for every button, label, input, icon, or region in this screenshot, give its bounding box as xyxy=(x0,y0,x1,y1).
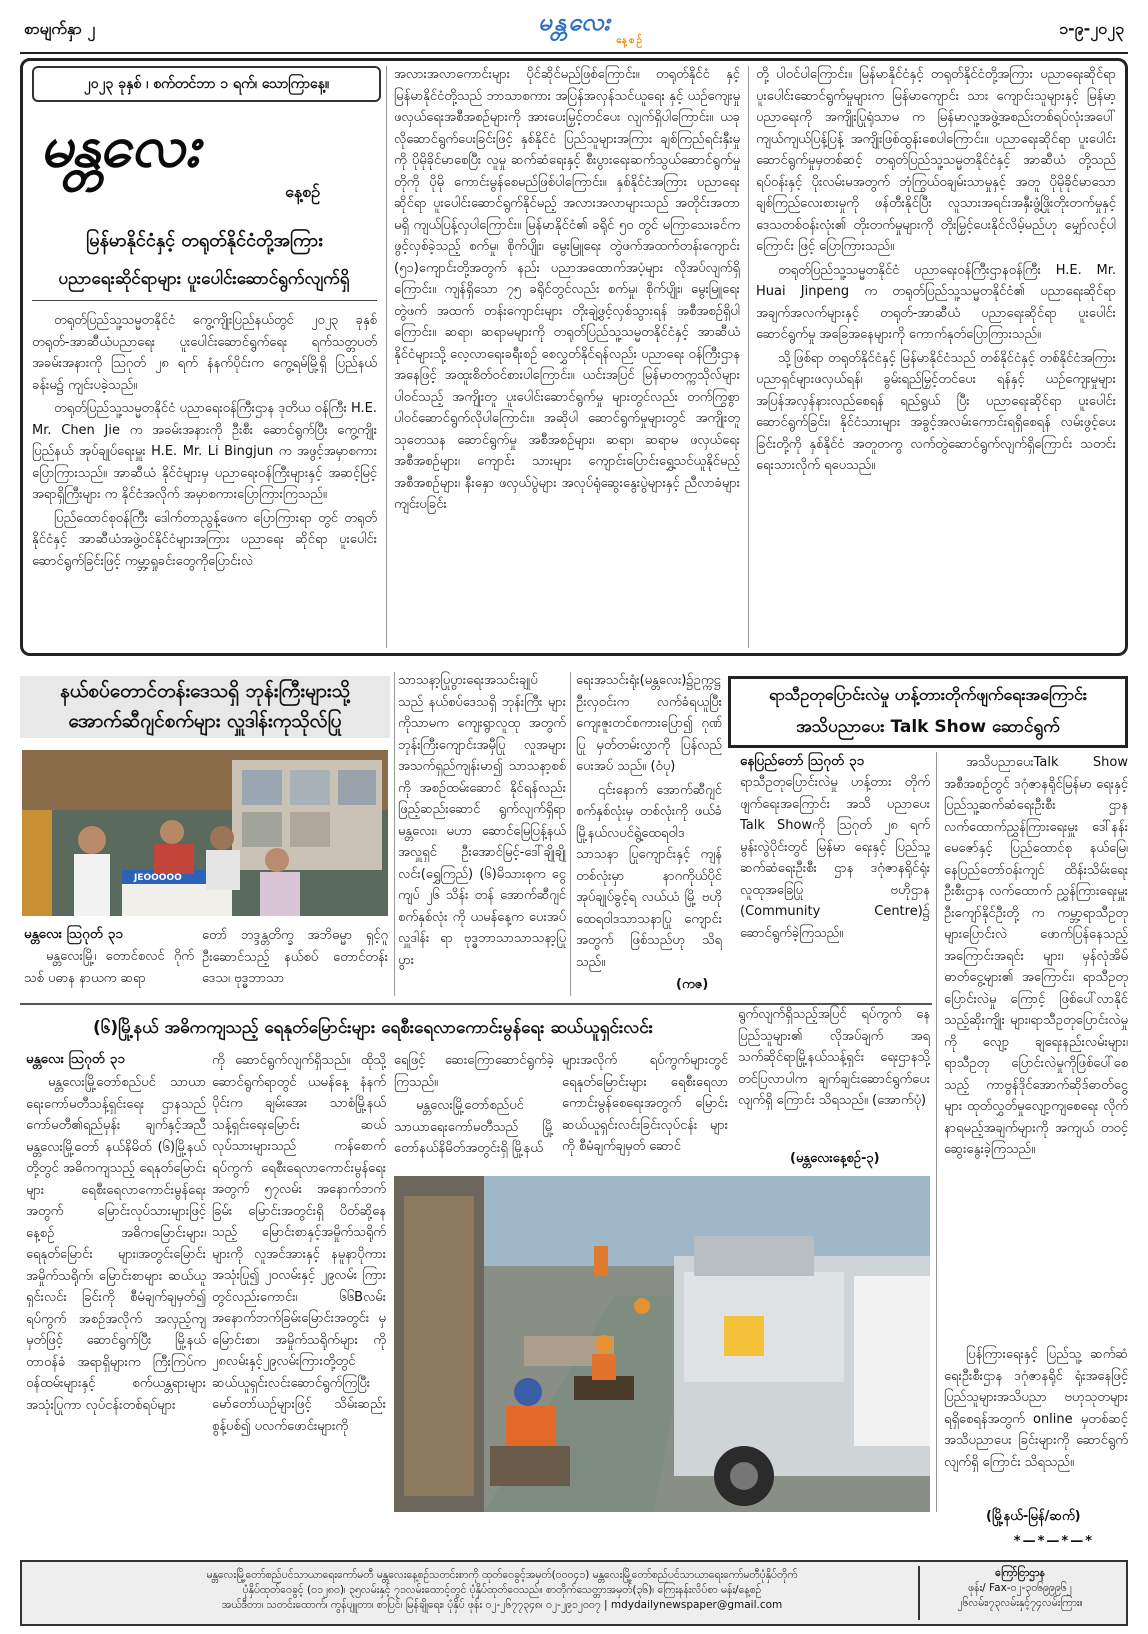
story3-end-stars: *—*—*—* xyxy=(1013,1534,1094,1549)
lead-headline-1: မြန်မာနိုင်ငံနှင့် တရုတ်နိုင်ငံတို့အကြား xyxy=(86,230,323,251)
story2-col-d-text: ရေးအသင်းရုံး(မန္တလေး)၌ဥက္ကဋ္ဌ ဦးလှဝင်းက လက်ခံရယူပြီး ကျေးဇူးတင်စကားပြော၍ ဂုဏ်ပြု မှတ်တမ်းလွှာကို ပြန်လည်ပေးအပ် သည်။ (ဝံပု) xyxy=(576,673,722,774)
story2-col-c-text: သာသနာ့ပြုပွားရေးအသင်းချုပ် သည် နယ်စပ်ဒေသရှိ ဘုန်းကြီး များကိုသာမက ကျေးရွာလူထု အတွက် ဘုန်းကြီးကျောင်းအမှီပြု လူအများ အသက်ရှည်ကျန်းမာ၍ သာသနာ့စစ်ကို အစဉ်ထမ်းဆောင် နိုင်ရန်လည်း ဖြည့်ဆည်းဆောင် ရွက်လျက်ရှိရာ မန္တလေး၊ မဟာ ဆောင်မြေပြန့်နယ် အလှူရှင် ဦးအောင်မြင့်-ဒေါ်ချိုချိုလင်း(ရွှေကြည်) (၆)မိသားစုက ငွေကျပ် ၂၆ သိန်း တန် အောက်ဆီဂျင်စက်နှစ်လုံး ကို ယမန်နေ့က ပေးအပ်လှူဒါန်း ရာ ဗုဒ္ဓဘာသာသာသနာ့ပြုပွား xyxy=(398,673,566,968)
header-rule xyxy=(20,52,1128,54)
story4-column-b xyxy=(212,1050,386,1512)
story4-photo-art xyxy=(394,1176,930,1512)
story2-headline-2: အောက်ဆီဂျင်စက်များ လှူဒါန်းကုသိုလ်ပြု xyxy=(68,710,342,732)
lead-column-2 xyxy=(394,64,740,650)
header-logo-text: မန္တလေး xyxy=(538,7,612,36)
lead-col-divider-2 xyxy=(748,66,749,648)
footer-ad-phone: ဖုန်း/ Fax-၀၂-၃၀၆၉၉၉၆၂ xyxy=(968,1582,1072,1594)
lead-headline-rule xyxy=(32,300,377,301)
story2-photo-box-label: JEOOOOO xyxy=(134,873,182,883)
story4-column-e xyxy=(738,1004,930,1160)
lead-col-divider-1 xyxy=(386,66,387,648)
lead-column-3 xyxy=(756,64,1116,650)
story2-sign: (ကဇ) xyxy=(676,977,709,992)
story2-headline-box xyxy=(20,676,390,738)
page-number: စာမျက်နှာ ၂ xyxy=(24,19,96,38)
lead-col3-para-1: တို့ ပါဝင်ပါကြောင်း။ မြန်မာနိုင်ငံနှင့် တရုတ်နိုင်ငံတို့အကြား ပညာရေးဆိုင်ရာ ပူးပေါင်းဆောင်ရွက်မှုများက မြန်မာကျောင်း သား ကျောင်းသူများနှင့် မြန်မာ့ပညာရေးကို အကျိုးပြုရုံသာမ က မြန်မာလူ့အဖွဲ့အစည်းတစ်ရပ်လုံးအပေါ် ကျယ်ကျယ်ပြန့်ပြန့် အကျိုးဖြစ်ထွန်းစေပါကြောင်း။ ပညာရေးဆိုင်ရာ ပူးပေါင်း ဆောင်ရွက်မှုမှတစ်ဆင့် တရုတ်ပြည်သူ့သမ္မတနိုင်ငံနှင့် အာဆီယံ တို့သည် ရပ်ဝန်းနှင့် ပိုးလမ်းမအတွက် ဘုံကြွယ်ဝချမ်းသာမှုနှင့် အတူ ပိုမိုခိုင်မာသော ချစ်ကြည်လေးစားမှုကို ဖန်တီးနိုင်ပြီး လူသားအရင်းအနှီးဖွံ့ဖြိုးတိုးတက်မှုနှင့် ဒေသတစ်ဝန်းလုံး၏ တိုးတက်မှုများကို တိုးမြှင့်ပေးနိုင်လိမ့်မည်ဟု မျှော်လင့်ပါကြောင်း ဖြင့် ပြောကြားသည်။ xyxy=(756,67,1116,254)
story3-column-c xyxy=(944,1344,1128,1504)
story4-col-c-text: ရေဖြင့် ဆေးကြောဆောင်ရွက်ခဲ့ ကြသည်။ xyxy=(394,1053,554,1090)
story2-byline: မန္တလေး ဩဂုတ် ၃၁ xyxy=(24,926,123,942)
story3-divider xyxy=(936,752,937,1512)
story3-col-c-text: ပြန်ကြားရေးနှင့် ပြည်သူ့ ဆက်ဆံရေးဦးစီးဌာန ဒဂုံဇာနရိုင် ရုံးအနေဖြင့် ပြည်သူများအသိပညာ ဗဟုသုတများရရှိစေရန်အတွက် online မှတစ်ဆင့် အသိပညာပေး ခြင်းများကို ဆောင်ရွက်လျက်ရှိ ကြောင်း သိရသည်။ xyxy=(944,1347,1128,1470)
story3-headline-box xyxy=(728,676,1128,748)
story2-column-c xyxy=(398,670,566,996)
story3-headline-2: အသိပညာပေး Talk Show ဆောင်ရွက် xyxy=(796,717,1060,737)
story2-column-b xyxy=(202,925,388,995)
masthead-title: မန္တလေး xyxy=(40,112,198,180)
story3-sign: (မြို့နယ်-မြန်/ဆက်) xyxy=(986,1509,1081,1524)
lead-col1-para-1: တရုတ်ပြည်သူ့သမ္မတနိုင်ငံ ကွေ့ကျိုးပြည်နယ်တွင် ၂၀၂၃ ခုနှစ် တရုတ်-အာဆီယံပညာရေး ပူးပေါင်းဆောင်ရွက်ရေး ရက်သတ္တပတ် အခမ်းအနားကို ဩဂုတ် ၂၈ ရက် နံနက်ပိုင်းက ကွေ့ရမ်မြို့ရှိ ပြည်နယ်ခန်းမ၌ ကျင်းပခဲ့သည်။ xyxy=(32,313,377,393)
story2-photo-art xyxy=(22,750,388,916)
story4-col-e-text: ရွက်လျက်ရှိသည့်အပြင် ရပ်ကွက် နေ ပြည်သူများ၏ လိုအပ်ချက် အရ သက်ဆိုင်ရာမြို့နယ်သန့်ရှင်း ရေးဌာနသို့ တင်ပြလာပါက ချက်ချင်းဆောင်ရွက်ပေးလျက်ရှိ ကြောင်း သိရသည်။ (အောက်ပုံ) xyxy=(738,1007,930,1108)
footer-ad-title: ကြော်ငြာဌာန xyxy=(995,1567,1045,1579)
footer-line-2: ပုံနှိပ်ထုတ်ဝေခွင့် (၀၁၂၈၀)၊ ၃၅လမ်းနှင့် ၇၁လမ်းထောင့်တွင် ပုံနှိပ်ထုတ်ဝေသည်။ စာတိုက်သေတ္တာအမှတ်(၃၆)၊ ကြေးနန်းလိပ်စာ မန်း/နေ့စဉ် xyxy=(242,1584,762,1596)
lead-column-1 xyxy=(32,310,377,650)
issue-date-pill: ၂၀၂၃ ခုနှစ် ၊ စက်တင်ဘာ ၁ ရက်၊ သောကြာနေ့။ xyxy=(32,66,381,102)
story3-headline-1: ရာသီဥတုပြောင်းလဲမှု ဟန့်တားတိုက်ဖျက်ရေးအကြောင်း xyxy=(769,685,1087,704)
story2-column-a xyxy=(24,946,194,994)
story3-col-a-text: ရာသီဥတုပြောင်းလဲမှု ဟန့်တား တိုက်ဖျက်ရေးအကြောင်း အသိ ပညာပေး Talk Showကို ဩဂုတ် ၂၈ ရက် မွန်းလွဲပိုင်းတွင် မြန်မာ ရေးနှင့် ပြည်သူ့ဆက်ဆံရေးဦးစီး ဌာန ဒဂုံဇာနရိုင်ရုံး လူထုအခြေပြု ဗဟိုဌာန (Community Centre)၌ ဆောင်ရွက်ခဲ့ကြသည်။ xyxy=(740,775,930,941)
lead-col1-para-2: တရုတ်ပြည်သူ့သမ္မတနိုင်ငံ ပညာရေးဝန်ကြီးဌာန ဒုတိယ ဝန်ကြီး H.E. Mr. Chen Jie က အခမ်းအနားကို ဦးစီး ဆောင်ရွက်ပြီး ကွေ့ကျိုးပြည်နယ် အုပ်ချုပ်ရေးမှူး H.E. Mr. Li Bingjun က အဖွင့်အမှာစကား ပြောကြားသည်။ အာဆီယံ နိုင်ငံများမှ ပညာရေးဝန်ကြီးများနှင့် အဆင့်မြင့်အရာရှိကြီးများ က နိုင်ငံအလိုက် အမှာစကားပြောကြားကြသည်။ xyxy=(32,401,377,502)
story2-divider-2 xyxy=(570,672,571,996)
story4-col-d-text: များအလိုက် ရပ်ကွက်များတွင် ရေနုတ်မြောင်းများ ရေစီးရေလာ ကောင်းမွန်စေရေးအတွက် မြောင်း ဆယ်ယူရှင်းလင်းခြင်းလုပ်ငန်း များကို စီမံချက်ချမှတ် ဆောင် xyxy=(562,1053,728,1154)
story3-byline: နေပြည်တော် ဩဂုတ် ၃၁ xyxy=(740,753,865,769)
story4-photo xyxy=(394,1176,930,1512)
story4-column-a xyxy=(26,1072,206,1512)
story2-divider-1 xyxy=(394,672,395,996)
story4-column-d xyxy=(562,1050,728,1168)
story4-column-c xyxy=(394,1050,554,1168)
masthead xyxy=(40,110,340,205)
story4-headline: (၆)မြို့နယ် အဓိကကျသည့် ရေနုတ်မြောင်းများ ရေစီးရေလာကောင်းမွန်ရေး ဆယ်ယူရှင်းလင်း xyxy=(92,1018,653,1038)
story4-byline: မန္တလေး ဩဂုတ် ၃၁ xyxy=(26,1051,125,1067)
story4-sign: (မန္တလေးနေ့စဉ်-၃) xyxy=(790,1151,880,1166)
story2-col-d2-text: ၎င်းနောက် အောက်ဆီဂျင် စက်နှစ်လုံးမှ တစ်လုံးကို ဖယ်ခံ မြို့နယ်လပင်ရွဲ့ထေရဝါဒသာသနာ ပြုကျောင်းနှင့် ကျန်တစ်လုံးမှာ နာဂကိုယ်ပိုင်အုပ်ချုပ်ခွင့်ရ လယ်ယံ မြို့ ဗဟိုထေရဝါဒသာသနာပြု ကျောင်းအတွက် ဖြစ်သည်ဟု သိရသည်။ xyxy=(576,782,722,970)
story3-column-b xyxy=(944,752,1128,1232)
story4-col-c2-text: မန္တလေးမြို့တော်စည်ပင် သာယာရေးကော်မတီသည် မြို့ တော်နယ်နိမိတ်အတွင်းရှိ မြို့နယ် xyxy=(394,1098,554,1156)
lead-headline-2: ပညာရေးဆိုင်ရာများ ပူးပေါင်းဆောင်ရွက်လျက်ရှိ xyxy=(58,269,350,289)
story2-col-a-text: မန္တလေးမြို့၊ တောင်စလင် ဂိုက်သစ် ပဓာန နာယက ဆရာ xyxy=(24,949,194,986)
header-logo xyxy=(500,6,650,48)
footer-ad-address: ၂၆လမ်း၊၇၃လမ်းနှင့်၇၄လမ်းကြား။ xyxy=(957,1597,1083,1609)
story3-column-a xyxy=(740,772,930,996)
lead-col1-para-3: ပြည်ထောင်စုဝန်ကြီး ဒေါက်တာညွန့်ဖေက ပြောကြားရာ တွင် တရုတ်နိုင်ငံနှင့် အာဆီယံအဖွဲ့ဝင်နိုင်ငံများအကြား ပညာရေး ဆိုင်ရာ ပူးပေါင်းဆောင်ရွက်ခြင်းဖြင့် ကမ္ဘာ့ရှုခင်းတွေကိုပြောင်းလဲ xyxy=(32,510,377,569)
footer-ad-info xyxy=(918,1566,1120,1620)
story3-col-b-text: အသိပညာပေးTalk Show အစီအစဉ်တွင် ဒဂုံဇာနရိုင်မြန်မာ ရေးနှင့် ပြည်သူ့ဆက်ဆံရေးဦးစီး ဌာန လက်ထောက်ညွှန်ကြားရေးမှူး ဒေါ်နန်းမေဇော်နှင့် ပြည်ထောင်စု နယ်မြေ၊ နေပြည်တော်ဝန်းကျင် ထိန်းသိမ်းရေးဦးစီးဌာန လက်ထောက် ညွှန်ကြားရေးမှူး ဦးကျော်နိုင်ဦးတို့ က ကမ္ဘာ့ရာသီဥတုများပြောင်းလဲ ဖောက်ပြန်နေသည့် အကြောင်းအရင်း များ၊ မှန်လုံအိမ်ဓာတ်ငွေ့များ၏ အကြောင်း၊ ရာသီဥတုပြောင်းလဲမှု ကြောင့် ဖြစ်ပေါ်လာနိုင်သည့်ဆိုးကျိုး များ၊ရာသီဥတုပြောင်းလဲမှုကို လျော့ ချရေးနည်းလမ်းများ၊ ရာသီဥတု ပြောင်းလဲမှုကိုဖြစ်ပေါ်စေသည့် ကာဗွန်ဒိုင်အောက်ဆိုဒ်ဓာတ်ငွေ့များ ထုတ်လွှတ်မှုလျော့ကျစေရေး လိုက် နာရမည့်အချက်များကို အကျယ် တဝင့် ဆွေးနွေးခဲ့ကြသည်။ xyxy=(944,755,1128,1157)
footer-line-1: မန္တလေးမြို့တော်စည်ပင်သာယာရေးကော်မတီ မန္တလေးနေ့စဉ်သတင်းစာကို ထုတ်ဝေခွင့်အမှတ်(၀၀၀၄၁) မန္တလေးမြို့တော်စည်ပင်သာယာရေးကော်မတီပုံနှိပ်တိုက် xyxy=(206,1569,798,1581)
story4-col-b-text: ကို ဆောင်ရွက်လျက်ရှိသည်။ ထိုသို့ ဆောင်ရွက်ရာတွင် ယမန်နေ့ နံနက်ပိုင်းက ချမ်းအေး သာစံမြို့နယ် သန့်ရှင်းရေးမြောင်း ဆယ်လုပ်သားများသည် ကန်စောက် ရပ်ကွက် ရေစီးရေလာကောင်းမွန်ရေး အတွက် ၅၇လမ်း အနောက်ဘက် ခြမ်း မြောင်းအတွင်းရှိ ပိတ်ဆို့နေ သည့် မြောင်းစာနှင့်အမှိုက်သရိုက် များကို လူအင်အားနှင့် နမူနာပိုကား အသုံးပြု၍ ၂၀လမ်းနှင့် ၂၉လမ်း ကြားတွင်လည်းကောင်း၊ ၆၆Bလမ်း အနောက်ဘက်ခြမ်းမြောင်းအတွင်း မှ မြောင်းစာ၊ အမှိုက်သရိုက်များ ကို ၂၈လမ်းနှင့်၂၉လမ်းကြားတို့တွင် ဆယ်ယူရှင်းလင်းဆောင်ရွက်ကြပြီး မော်တော်ယဉ်များဖြင့် သိမ်းဆည်း စွန့်ပစ်၍ ပလက်ဖောင်းများကို xyxy=(212,1053,386,1434)
lead-col2-para-1: အလားအလာကောင်းများ ပိုင်ဆိုင်မည်ဖြစ်ကြောင်း။ တရုတ်နိုင်ငံ နှင့် မြန်မာနိုင်ငံတို့သည် ဘာသာစကား အပြန်အလှန်သင်ယူရေး နှင့် ယဉ်ကျေးမှုဖလှယ်ရေးအစီအစဉ်များကို အားပေးမြှင့်တင်ပေး လျက်ရှိပါကြောင်း။ ယခုလိုဆောင်ရွက်ပေးခြင်းဖြင့် နှစ်နိုင်ငံ ပြည်သူများအကြား ချစ်ကြည်ရင်းနှီးမှုကို ပိုမိုခိုင်မာစေပြီး လူမှု ဆက်ဆံရေးနှင့် စီးပွားရေးဆက်သွယ်ဆောင်ရွက်မှုတိုကို ပိုမို ကောင်းမွန်စေမည်ဖြစ်ပါကြောင်း။ နှစ်နိုင်ငံအကြား ပညာရေးဆိုင်ရာ ပူးပေါင်းဆောင်ရွက်နိုင်မည့် အလားအလာများသည် အတိုင်းအတာ မရှိ ကျယ်ပြန့်လှပါကြောင်း။ မြန်မာနိုင်ငံ၏ ခရိုင် ၅၀ တွင် မကြာသေးခင်က ဖွင့်လှစ်ခဲ့သည့် စက်မှု၊ စိုက်ပျိုး၊ မွေးမြူရေး တွဲဖက်အထက်တန်းကျောင်း (၅၁)ကျောင်းတို့အတွက် နည်း ပညာအထောက်အပံ့များ လိုအပ်လျက်ရှိကြောင်း။ ကျန်ရှိသော ၇၅ ခရိုင်တွင်လည်း စက်မှု၊ စိုက်ပျိုး၊ မွေးမြူရေးတွဲဖက် အထက် တန်းကျောင်းများ တိုးချဲ့ဖွင့်လှစ်သွားရန် အစီအစဉ်ရှိပါကြောင်း။ ဆရာ၊ ဆရာမများကို တရုတ်ပြည်သူ့သမ္မတနိုင်ငံနှင့် အာဆီယံ နိုင်ငံများသို့ လေ့လာရေးခရီးစဉ် စေလွှတ်နိုင်ရန်လည်း ပညာရေး ဝန်ကြီးဌာနအနေဖြင့် အထူးစိတ်ဝင်စားပါကြောင်း။ ယင်းအပြင် မြန်မာတက္ကသိုလ်များပါဝင်သည့် အကျိုးတူ ပူးပေါင်းဆောင်ရွက်မှု များတွင်လည်း တက်ကြွစွာပါဝင်ဆောင်ရွက်လိုပါကြောင်း။ အဆိုပါ ဆောင်ရွက်မှုများတွင် အကျိုးတူ သုတေသန ဆောင်ရွက်မှု အစီအစဉ်များ၊ ဆရာ၊ ဆရာမ ဖလှယ်ရေးအစီအစဉ်များ၊ ကျောင်း သားများ ကျောင်းပြောင်းရွှေ့သင်ယူနိုင်မည့် အစီအစဉ်များ၊ နီးနှော ဖလှယ်ပွဲများ အလုပ်ရုံဆွေးနွေးပွဲများနှင့် ညီလာခံများ ကျင်းပခြင်း xyxy=(394,67,740,512)
story2-headline-1: နယ်စပ်တောင်တန်းဒေသရှိ ဘုန်းကြီးများသို့ xyxy=(60,680,350,702)
footer-line-3: အယ်ဒီတာ၊ သတင်းထောက်၊ ကွန်ပျူတာ၊ စာပြင်၊ မြန်ချိုရေး၊ ပုံနှိပ် ဖုန်း ၀၂-၂၆၇၇၃၄၈၊ ၀၂-၂၉၁၂၀၀၇ | mdydailynewspaper@gmail.com xyxy=(221,1599,783,1611)
lead-col3-para-3: သို့ဖြစ်ရာ တရုတ်နိုင်ငံနှင့် မြန်မာနိုင်ငံသည် တစ်နိုင်ငံနှင့် တစ်နိုင်ငံအကြား ပညာရှင်များဖလှယ်ရန်၊ ခွမ်းရည်မြှင့်တင်ပေး ရန်နှင့် ယဉ်ကျေးမှုများ အပြန်အလှန်နားလည်စေရန် ရည်ရွယ် ပြီး ပညာရေးဆိုင်ရာ ပူးပေါင်းဆောင်ရွက်ခြင်း၊ နိုင်ငံသားများ အခွင့်အလမ်းကောင်းရရှိစေရန် လမ်းဖွင့်ပေးခြင်းတို့ကို နှစ်နိုင်ငံ အတူတကွ လက်တွဲဆောင်ရွက်လျက်ရှိကြောင်း သတင်းရေးသားလိုက် ရပေသည်။ xyxy=(756,350,1116,473)
page-date: ၁-၉-၂၀၂၃ xyxy=(1059,19,1124,38)
lead-col3-para-2: တရုတ်ပြည်သူ့သမ္မတနိုင်ငံ ပညာရေးဝန်ကြီးဌာနဝန်ကြီး H.E. Mr. Huai Jinpeng က တရုတ်ပြည်သူ့သမ္မတနိုင်ငံ၏ ပညာရေးဆိုင်ရာအချက်အလက်များနှင့် တရုတ်-အာဆီယံ ပညာရေးဆိုင်ရာ ပူးပေါင်းဆောင်ရွက်မှု အခြေအနေများကို ကောက်နုတ်ပြောကြားသည်။ xyxy=(756,262,1116,342)
story2-col-b-text: တော် ဘဒ္ဒန္တတိက္ခ အဘိဓမ္မာ ရှင့်ဂူ ဦးဆောင်သည့် နယ်စပ် တောင်တန်းဒေသ၊ ဗုဒ္ဓဘာသာ xyxy=(202,928,388,986)
masthead-subtitle: နေ့စဉ် xyxy=(285,182,320,201)
story2-column-d xyxy=(576,670,722,996)
footer-box xyxy=(20,1560,1128,1626)
story2-photo xyxy=(22,750,388,916)
footer-imprint xyxy=(122,1568,882,1613)
header-logo-sub: နေ့စဉ် xyxy=(616,35,644,46)
story4-col-a-text: မန္တလေးမြို့တော်စည်ပင် သာယာရေးကော်မတီသန့်ရှင်းရေး ဌာနသည် ကော်မတီ၏ရည်မှန်း ချက်နှင့်အညီ မန္တလေးမြို့တော် နယ်နိမိတ် (၆)မြို့နယ်တို့တွင် အဓိကကျသည့် ရေနုတ်မြောင်းများ ရေစီးရေလာကောင်းမွန်ရေးအတွက် မြောင်းလုပ်သားများဖြင့် နေ့စဉ် အဓိကမြောင်းများ၊ရေနုတ်မြောင်း များ၊အတွင်းမြောင်း အမှိုက်သရိုက်၊ မြောင်းစာများ ဆယ်ယူရှင်းလင်း ခြင်းကို စီမံချက်ချမှတ်၍ ရပ်ကွက် အစဉ်အလိုက် အလှည့်ကျမှတ်ဖြင့် ဆောင်ရွက်ပြီး မြို့နယ်တာဝန်ခံ အရာရှိများက ကြီးကြပ်က ဝန်ထမ်းများနှင့် စက်ယန္တရားများ အသုံးပြုကာ လုပ်ငန်းတစ်ရပ်များ xyxy=(26,1075,206,1413)
